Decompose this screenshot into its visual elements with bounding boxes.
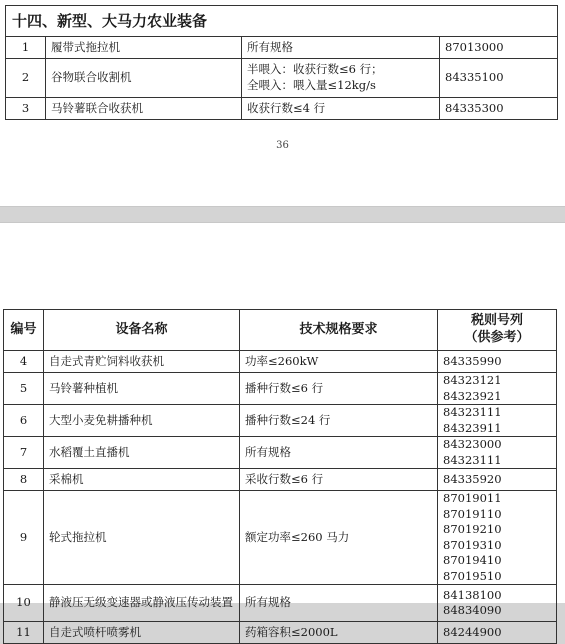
table-row (4, 585, 557, 622)
table-row (4, 491, 557, 585)
row-number: 6 (4, 405, 44, 437)
row-number: 7 (4, 437, 44, 469)
section-title: 十四、新型、大马力农业装备 (6, 6, 558, 37)
tariff-code: 87019011 87019110 87019210 87019310 87019410 87019510 (438, 491, 557, 585)
tech-spec: 采收行数≤6 行 (240, 469, 438, 491)
tariff-code: 84335300 (440, 98, 558, 120)
table-row (4, 373, 557, 405)
tech-spec: 额定功率≤260 马力 (240, 491, 438, 585)
equipment-name: 静液压无级变速器或静液压传动装置 (44, 585, 240, 622)
equipment-name: 履带式拖拉机 (46, 37, 242, 59)
table-row (6, 98, 558, 120)
tech-spec: 所有规格 (240, 585, 438, 622)
row-number: 2 (6, 59, 46, 98)
row-number: 9 (4, 491, 44, 585)
table-row (4, 437, 557, 469)
header-tech-spec: 技术规格要求 (240, 310, 438, 351)
table-header-row (4, 310, 557, 351)
equipment-name: 采棉机 (44, 469, 240, 491)
tariff-code: 84335100 (440, 59, 558, 98)
table-row (4, 469, 557, 491)
tariff-code: 84323121 84323921 (438, 373, 557, 405)
equipment-name: 自走式喷杆喷雾机 (44, 622, 240, 644)
table-row (6, 59, 558, 98)
document-page-top (0, 0, 565, 207)
equipment-name: 马铃薯种植机 (44, 373, 240, 405)
row-number: 4 (4, 351, 44, 373)
tariff-code: 84323000 84323111 (438, 437, 557, 469)
row-number: 10 (4, 585, 44, 622)
equipment-name: 自走式青贮饲料收获机 (44, 351, 240, 373)
row-number: 8 (4, 469, 44, 491)
tech-spec: 半喂入：收获行数≤6 行； 全喂入：喂入量≤12kg/s (242, 59, 440, 98)
header-equipment-name: 设备名称 (44, 310, 240, 351)
table-row (4, 351, 557, 373)
table-row (4, 405, 557, 437)
table-row (6, 37, 558, 59)
tariff-code: 84244900 (438, 622, 557, 644)
table-row (4, 622, 557, 644)
tech-spec: 功率≤260kW (240, 351, 438, 373)
equipment-table-bottom (3, 309, 557, 644)
row-number: 3 (6, 98, 46, 120)
tech-spec: 播种行数≤24 行 (240, 405, 438, 437)
row-number: 1 (6, 37, 46, 59)
tech-spec: 所有规格 (242, 37, 440, 59)
row-number: 11 (4, 622, 44, 644)
equipment-name: 马铃薯联合收获机 (46, 98, 242, 120)
tariff-code: 84323111 84323911 (438, 405, 557, 437)
equipment-name: 谷物联合收割机 (46, 59, 242, 98)
equipment-name: 大型小麦免耕播种机 (44, 405, 240, 437)
equipment-name: 水稻覆土直播机 (44, 437, 240, 469)
tech-spec: 所有规格 (240, 437, 438, 469)
header-number: 编号 (4, 310, 44, 351)
header-tariff-code: 税则号列 （供参考） (438, 310, 557, 351)
tech-spec: 收获行数≤4 行 (242, 98, 440, 120)
row-number: 5 (4, 373, 44, 405)
tech-spec: 药箱容积≤2000L (240, 622, 438, 644)
page-number: 36 (276, 140, 289, 151)
document-page-bottom (0, 222, 565, 639)
tech-spec: 播种行数≤6 行 (240, 373, 438, 405)
tariff-code: 84138100 84834090 (438, 585, 557, 622)
tariff-code: 84335990 (438, 351, 557, 373)
equipment-name: 轮式拖拉机 (44, 491, 240, 585)
tariff-code: 84335920 (438, 469, 557, 491)
equipment-table-top (5, 5, 558, 120)
tariff-code: 87013000 (440, 37, 558, 59)
